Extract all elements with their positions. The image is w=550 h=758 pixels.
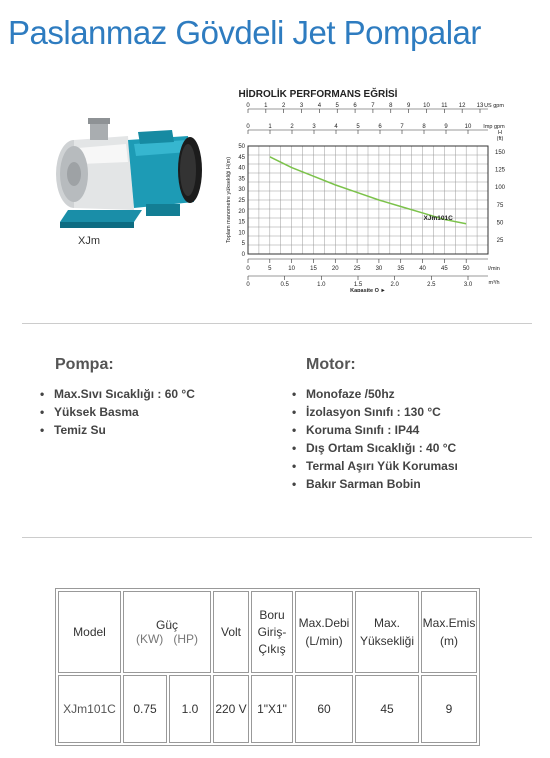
spec-table	[55, 588, 480, 746]
cell-kw: 0.75	[123, 675, 167, 743]
top-tick-label: 11	[441, 103, 448, 109]
top-tick-label: 12	[458, 103, 466, 109]
top-tick-label: 6	[378, 124, 382, 130]
right-tick-label: 75	[496, 202, 504, 209]
list-item: • Dış Ortam Sıcaklığı : 40 °C	[290, 439, 458, 457]
header-volt: Volt	[213, 591, 249, 673]
header-guc: Güç (KW) (HP)	[123, 591, 211, 673]
top-tick-label: 1	[268, 124, 272, 130]
list-item: • Yüksek Basma	[38, 403, 195, 421]
top-tick-label: 5	[356, 124, 360, 130]
cell-yukseklik: 45	[355, 675, 419, 743]
top-tick-label: 9	[444, 124, 448, 130]
top-tick-label: 2	[282, 103, 286, 109]
header-boru: Boru Giriş- Çıkış	[251, 591, 293, 673]
bottom-tick-label: 0	[246, 266, 250, 272]
bottom-tick-label: 2.0	[390, 282, 399, 288]
cell-emis: 9	[421, 675, 477, 743]
top-tick-label: 6	[353, 103, 357, 109]
bottom-tick-label: 20	[331, 266, 339, 272]
table-header-row	[58, 591, 477, 673]
bottom-tick-label: 3.0	[463, 282, 473, 288]
bottom-tick-label: 1.0	[317, 282, 326, 288]
performance-chart	[218, 82, 508, 292]
top-tick-label: 8	[389, 103, 393, 109]
pompa-title: Pompa:	[55, 356, 114, 373]
divider-bottom	[22, 537, 532, 538]
top-tick-label: 5	[335, 103, 339, 109]
top-tick-label: 2	[290, 124, 294, 130]
top-tick-label: 1	[264, 103, 268, 109]
list-item: • Termal Aşırı Yük Koruması	[290, 457, 458, 475]
top-tick-label: 10	[464, 124, 472, 130]
pompa-list	[38, 385, 195, 439]
right-tick-label: 100	[494, 185, 506, 192]
bottom-tick-label: 45	[441, 266, 448, 272]
bottom-tick-label: 0	[246, 282, 250, 288]
top-tick-label: 8	[422, 124, 426, 130]
right-tick-label: 50	[496, 220, 504, 227]
top-axis-unit: US gpm	[484, 103, 504, 109]
top-tick-label: 7	[400, 124, 404, 130]
motor-list	[290, 385, 458, 493]
left-tick-label: 20	[238, 208, 245, 215]
bottom-tick-label: 10	[288, 266, 295, 272]
header-model: Model	[58, 591, 121, 673]
bottom-axis-unit: m³/h	[488, 280, 500, 286]
left-tick-label: 30	[238, 187, 245, 194]
top-axis-unit: Imp gpm	[483, 124, 505, 130]
list-item: • Koruma Sınıfı : IP44	[290, 421, 458, 439]
table-row	[58, 675, 477, 743]
bottom-tick-label: 25	[353, 266, 361, 272]
right-tick-label: 150	[494, 150, 506, 156]
left-tick-label: 45	[238, 154, 245, 161]
right-tick-label: 125	[494, 167, 506, 174]
top-tick-label: 10	[423, 103, 430, 109]
top-tick-label: 4	[317, 103, 322, 109]
left-tick-label: 5	[241, 241, 245, 248]
list-item: • Max.Sıvı Sıcaklığı : 60 °C	[38, 385, 195, 403]
top-tick-label: 3	[299, 103, 304, 109]
cell-volt: 220 V	[213, 675, 249, 743]
bottom-tick-label: 50	[462, 266, 470, 272]
page-title: Paslanmaz Gövdeli Jet Pompalar	[8, 14, 481, 51]
bottom-tick-label: 30	[375, 266, 383, 272]
series-label: XJm101C	[423, 214, 453, 222]
bottom-axis-unit: l/min	[488, 266, 500, 272]
list-item: • Temiz Su	[38, 421, 195, 439]
left-tick-label: 40	[238, 165, 245, 172]
pump-product-image	[38, 92, 218, 252]
list-item: • Bakır Sarman Bobin	[290, 475, 458, 493]
motor-title: Motor:	[306, 356, 356, 373]
top-tick-label: 7	[371, 103, 375, 109]
divider-top	[22, 323, 532, 324]
left-tick-label: 0	[241, 252, 245, 258]
header-debi: Max.Debi (L/min)	[295, 591, 353, 673]
header-kw: (KW)	[135, 632, 164, 646]
bottom-tick-label: 2.5	[427, 282, 436, 288]
top-tick-label: 13	[476, 103, 484, 109]
left-tick-label: 25	[238, 198, 245, 204]
left-tick-label: 35	[238, 176, 245, 183]
left-tick-label: 15	[238, 219, 245, 226]
cell-hp: 1.0	[169, 675, 211, 743]
top-tick-label: 0	[246, 103, 250, 109]
chart-title: HİDROLİK PERFORMANS EĞRİSİ	[238, 89, 398, 100]
right-axis-unit: H	[498, 130, 502, 136]
left-tick-label: 10	[238, 230, 245, 237]
header-hp: (HP)	[173, 632, 198, 646]
bottom-tick-label: 5	[268, 266, 272, 272]
cell-debi: 60	[295, 675, 353, 743]
right-tick-label: 25	[496, 238, 504, 244]
top-tick-label: 0	[246, 124, 250, 130]
header-yukseklik: Max. Yüksekliği	[355, 591, 419, 673]
bottom-tick-label: 15	[310, 266, 317, 272]
bottom-tick-label: 0.5	[280, 282, 289, 288]
cell-boru: 1"X1"	[251, 675, 293, 743]
x-axis-label: Kapasite Q ►	[350, 288, 386, 292]
top-tick-label: 4	[334, 124, 338, 130]
list-item: • Monofaze /50hz	[290, 385, 458, 403]
bottom-tick-label: 1.5	[353, 282, 363, 288]
y-axis-label: Toplam manometre yüksekliği H(m)	[226, 156, 232, 244]
header-emis: Max.Emis (m)	[421, 591, 477, 673]
cell-model: XJm101C	[58, 675, 121, 743]
bottom-tick-label: 40	[419, 266, 426, 272]
bottom-tick-label: 35	[397, 266, 405, 272]
right-axis-unit: (ft)	[496, 136, 504, 142]
product-label: XJm	[78, 235, 100, 247]
top-tick-label: 3	[312, 124, 316, 130]
top-tick-label: 9	[406, 103, 411, 109]
left-tick-label: 50	[238, 144, 245, 150]
list-item: • İzolasyon Sınıfı : 130 °C	[290, 403, 458, 421]
